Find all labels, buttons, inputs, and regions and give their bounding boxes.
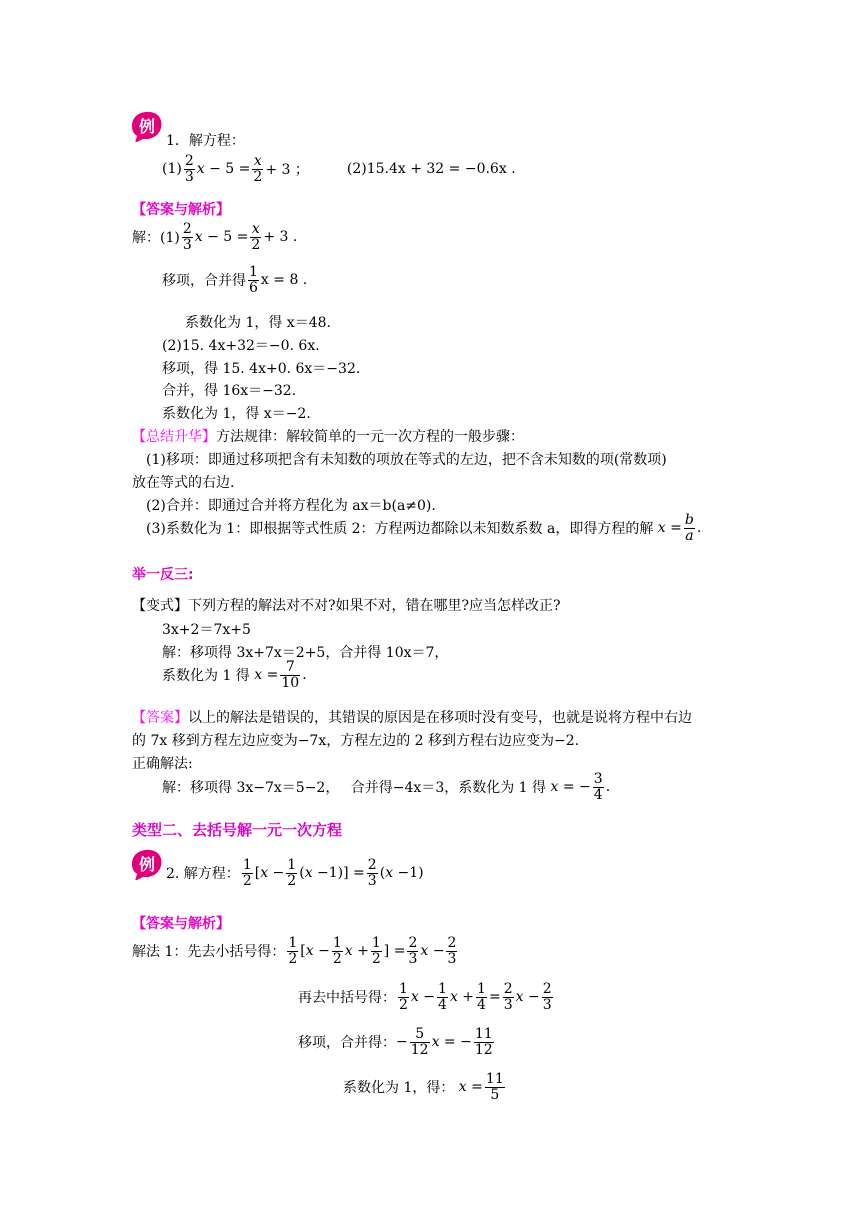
ex1-heading: 1．解方程： [166,133,245,149]
summary-step1: (1)移项：即通过移项把含有未知数的项放在等式的左边，把不含未知数的项(常数项) [146,452,667,468]
ans1-p2-merge: 合并，得 16x＝−32. [162,383,297,399]
example-badge-1 [128,110,164,142]
example-badge-2 [128,848,164,880]
ans2-method4: 系数化为 1，得： x = $\frac{11}{5}$ [343,1071,504,1103]
variant-equation: 3x+2＝7x+5 [162,622,251,638]
practice-answer-line2: 的 7x 移到方程左边应变为−7x，方程左边的 2 移到方程右边应变为−2. [132,733,580,749]
answer-header-2: 【答案与解析】 [132,916,230,932]
ex2-equation: 2. 解方程： 1 2 [x − $\frac{1}{2}$ (x −1)] = $\frac{2}{3}$ (x −1) [166,857,424,889]
correct-method-label: 正确解法: [132,756,193,772]
practice-answer-tag: 【答案】 [132,710,188,726]
ans1-p2-eq: (2)15. 4x+32＝−0. 6x. [162,338,320,354]
example-badge-icon [128,110,164,142]
summary-tag: 【总结升华】 [132,429,216,445]
summary-step3: (3)系数化为 1：即根据等式性质 2：方程两边都除以未知数系数 a，即得方程的解 x = $\frac{b}{a}$ . [146,512,702,544]
practice-title: 举一反三: [132,567,194,583]
ans2-method2: 再去中括号得： 1 2 x − $\frac{1}{4}$ x + $\frac{1}{4}$ = $\frac{2}{3}$ x − $\frac{2}{3}$ [298,981,552,1013]
ans2-method3: 移项，合并得： − $\frac{5}{12}$ x = − $\frac{11}{12}$ [298,1026,493,1058]
variant-coef: 系数化为 1 得 x = $\frac{7}{10}$ . [162,659,307,691]
ans1-p2-move: 移项，得 15. 4x+0. 6x＝−32. [162,361,361,377]
summary-step1b: 放在等式的右边. [132,475,235,491]
variant-solution: 解：移项得 3x+7x＝2+5，合并得 10x＝7， [162,645,449,661]
ans1-p2-coef: 系数化为 1，得 x＝−2. [162,406,311,422]
svg-text:例: 例 [138,117,156,136]
svg-text:例: 例 [138,855,156,874]
correct-solution: 解：移项得 3x−7x＝5−2， 合并得−4x＝3，系数化为 1 得 x = − $\frac{3}{4}$ . [162,771,611,803]
variant-line: 【变式】下列方程的解法对不对?如果不对，错在哪里?应当怎样改正? [132,598,561,614]
ans1-move-line: 移项，合并得 1 6 x = 8 . [162,264,308,296]
section-title-type2: 类型二、去括号解一元一次方程 [132,821,343,839]
summary-line: 【总结升华】方法规律：解较简单的一元一次方程的一般步骤： [132,429,524,445]
ans2-method1: 解法 1：先去小括号得： 1 2 [x − $\frac{1}{2}$ x + $\frac{1}{2}$ ] = $\frac{2}{3}$ x − $\frac{2}{3}$ [132,935,457,967]
ex1-eq2: 15.4x + 32 = −0.6x . [366,161,516,178]
ans1-coef: 系数化为 1，得 x＝48. [185,315,331,331]
example-badge-icon [128,848,164,880]
ex1-equations: (1) 2 3 x − 5 = $\frac{x}{2}$ + 3 ； (2) 15.4x + 32 = −0.6x . [162,153,516,185]
answer-header-1: 【答案与解析】 [132,202,230,218]
ans1-solution-line: 解：(1) 2 3 x − 5 = $\frac{x}{2}$ + 3 . [132,221,298,253]
practice-answer-line1: 【答案】以上的解法是错误的，其错误的原因是在移项时没有变号，也就是说将方程中右边 [132,710,692,726]
summary-step2: (2)合并：即通过合并将方程化为 ax＝b(a≠0). [146,498,436,514]
